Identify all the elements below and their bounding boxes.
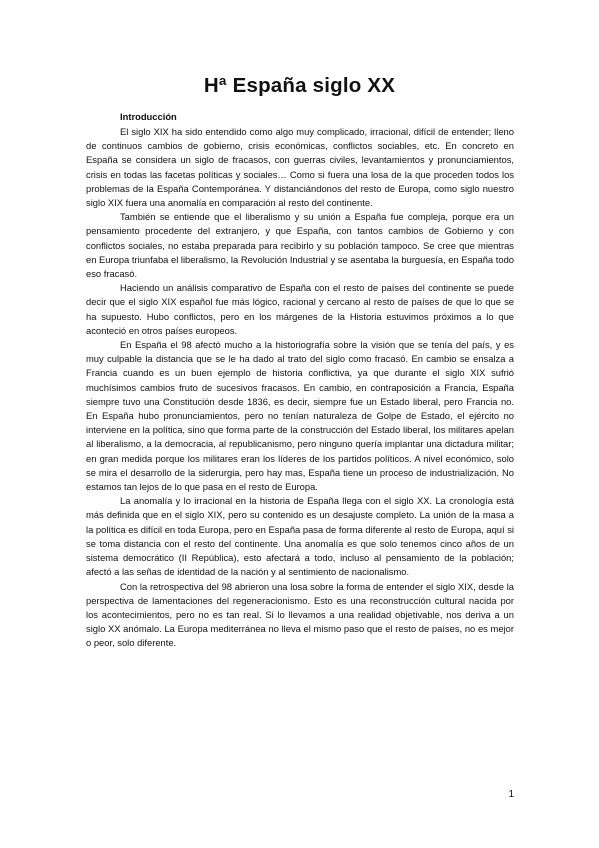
section-heading: Introducción xyxy=(120,111,177,122)
paragraph-6: Con la retrospectiva del 98 abrieron una losa sobre la forma de entender el siglo XIX, desde la perspectiva de lamentaciones del regeneracionismo. Esto es una reconstrucción cultural nacida por los acontecimientos, pero no es tan real. Si lo llevamos a una realidad objetivable, nos deriva a un siglo XX anómalo. La Europa mediterránea no lleva el mismo paso que el resto de países, no es mejor o peor, solo diferente. xyxy=(86,580,514,649)
paragraph-1: El siglo XIX ha sido entendido como algo muy complicado, irracional, difícil de entender; lleno de continuos cambios de gobierno, crisis económicas, conflictos sociables, etc. En concreto en España se considera un siglo de fracasos, con guerras civiles, levantamientos y pronunciamientos, crisis en todas las facetas políticas y sociales… Como si fuera una losa de la que proceden todos los problemas de la España Contemporánea. Y distanciándonos del resto de Europa, como siglo nuestro siglo XIX fuera una anomalía en comparación al resto del continente. xyxy=(86,126,514,209)
paragraph-2: También se entiende que el liberalismo y su unión a España fue compleja, porque era un pensamiento procedente del extranjero, y que España, con tantos cambios de Gobierno y con conflictos sociales, no estaba preparada para recibirlo y su población tampoco. Se cree que mientras en Europa triunfaba el liberalismo, la Revolución Industrial y se asentaba la burguesía, en España todo eso fracasó. xyxy=(86,211,514,280)
page-title: Hª España siglo XX xyxy=(203,74,396,97)
paragraph-3: Haciendo un análisis comparativo de España con el resto de países del continente se puede decir que el siglo XIX español fue más lógico, racional y cercano al resto de países de que lo que se ha supuesto. Hubo conflictos, pero en los márgenes de la Historia estuvimos próximos a lo que aconteció en otros países europeos. xyxy=(86,282,514,336)
paragraph-4: En España el 98 afectó mucho a la historiografía sobre la visión que se tenía del país, y es muy culpable la distancia que se le ha dado al trato del siglo como fracasó. En cambio se ensalza a Francia cuando es un buen ejemplo de historia conflictiva, ya que durante el siglo XIX sufrió muchísimos cambios fruto de sucesivos fracasos. En cambio, en contraposición a Francia, España siempre tuvo una Constitución desde 1836, es decir, siempre fue un Estado liberal, pero Francia no. En España hubo pronunciamientos, pero no tenían naturaleza de Golpe de Estado, el ejército no interviene en la política, sino que forma parte de la construcción del Estado liberal, los militares apelan al liberalismo, a la democracia, al republicanismo, pero ninguno quería implantar una dictadura militar; en gran medida porque los militares eran los líderes de los partidos políticos. A nivel económico, solo se mira el desarrollo de la siderurgia, pero hay mas, España tiene un proceso de industrialización. No estamos tan lejos de lo que pasa en el resto de Europa. xyxy=(86,339,514,493)
page-number: 1 xyxy=(508,789,514,800)
paragraph-5: La anomalía y lo irracional en la historia de España llega con el siglo XX. La cronología está más definida que en el siglo XIX, pero su contenido es un desajuste completo. La unión de la masa a la política es difícil en toda Europa, pero en España pasa de forma diferente al resto de Europa, aquí si se toma distancia con el resto del continente. Una anomalía es que solo tenemos cinco años de un sistema democrático (II República), esto afectará a todo, incluso al pensamiento de la población; afectó a las señas de identidad de la nación y al sentimiento de nacionalismo. xyxy=(86,495,514,578)
body-text xyxy=(86,125,514,651)
